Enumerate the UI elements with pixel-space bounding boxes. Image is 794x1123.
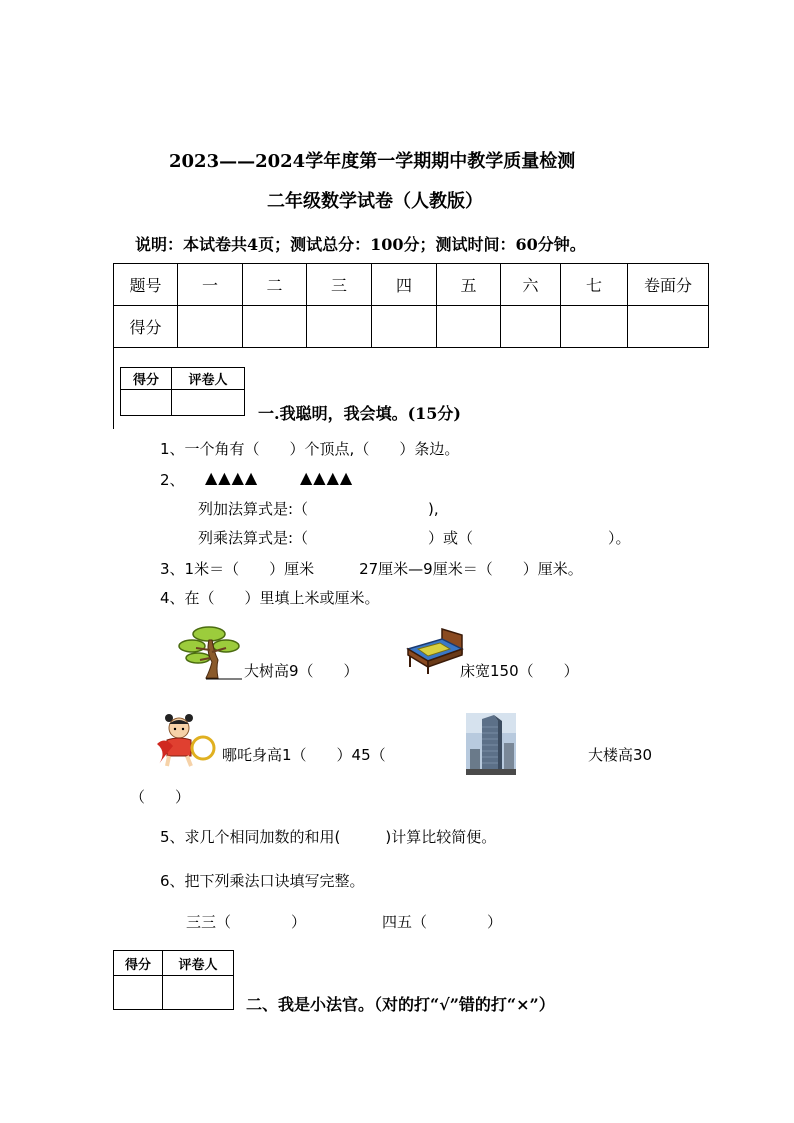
question-4: 4、在（ ）里填上米或厘米。	[160, 589, 380, 607]
skyscraper-photo	[466, 713, 516, 775]
score-cell[interactable]	[178, 306, 243, 348]
exam-instructions: 说明：本试卷共4页；测试总分：100分；测试时间：60分钟。	[135, 235, 586, 254]
grader-box-1	[120, 367, 245, 416]
score-table	[113, 263, 709, 348]
bonsai-tree-icon	[176, 622, 242, 680]
question-3: 3、1米＝（ ）厘米 27厘米—9厘米＝（ ）厘米。	[160, 560, 583, 578]
score-table-header: 卷面分	[628, 264, 709, 306]
margin-line	[113, 347, 114, 429]
bed-icon	[404, 627, 464, 675]
nezha-child-icon	[155, 712, 217, 768]
question-4-building: 大楼高30	[588, 746, 653, 764]
triangles-group-b: ▲▲▲▲	[300, 468, 354, 487]
section1-heading: 一.我聪明，我会填。(15分)	[258, 404, 461, 423]
section2-heading: 二、我是小法官。（对的打“√”错的打“×”）	[246, 995, 555, 1014]
question-5: 5、求几个相同加数的和用( )计算比较简便。	[160, 828, 497, 846]
question-6-a: 三三（ ）	[186, 913, 307, 931]
question-6: 6、把下列乘法口诀填写完整。	[160, 872, 365, 890]
score-table-header: 六	[501, 264, 561, 306]
grader-box-2	[113, 950, 234, 1010]
grader-name-cell[interactable]	[172, 390, 245, 416]
score-table-header: 七	[561, 264, 628, 306]
score-cell[interactable]	[501, 306, 561, 348]
score-cell[interactable]	[243, 306, 307, 348]
grader-score-label: 得分	[121, 368, 172, 390]
question-4-bed: 床宽150（ ）	[460, 662, 579, 680]
exam-title: 2023——2024学年度第一学期期中教学质量检测	[169, 151, 576, 172]
grader-score-label: 得分	[114, 951, 163, 976]
question-1: 1、一个角有（ ）个顶点,（ ）条边。	[160, 440, 460, 458]
question-2-multiplication: 列乘法算式是:（ ）或（ ）。	[198, 529, 631, 547]
question-4-building-blank: （ ）	[130, 788, 191, 806]
score-cell[interactable]	[307, 306, 372, 348]
score-table-header: 四	[372, 264, 437, 306]
grader-score-cell[interactable]	[121, 390, 172, 416]
score-row-label: 得分	[114, 306, 178, 348]
score-cell[interactable]	[561, 306, 628, 348]
grader-name-cell[interactable]	[163, 976, 234, 1010]
question-4-tree: 大树高9（ ）	[244, 662, 359, 680]
triangles-group-a: ▲▲▲▲	[205, 468, 259, 487]
question-2-addition: 列加法算式是:（ ),	[198, 500, 439, 518]
grader-name-label: 评卷人	[163, 951, 234, 976]
score-cell[interactable]	[437, 306, 501, 348]
score-table-header: 一	[178, 264, 243, 306]
question-2-number: 2、	[160, 471, 185, 489]
question-6-b: 四五（ ）	[382, 913, 503, 931]
score-table-header: 题号	[114, 264, 178, 306]
score-cell[interactable]	[628, 306, 709, 348]
exam-subtitle: 二年级数学试卷（人教版）	[267, 191, 483, 212]
grader-name-label: 评卷人	[172, 368, 245, 390]
score-table-header: 三	[307, 264, 372, 306]
score-cell[interactable]	[372, 306, 437, 348]
grader-score-cell[interactable]	[114, 976, 163, 1010]
score-table-header: 五	[437, 264, 501, 306]
question-4-nezha: 哪吒身高1（ ）45（	[222, 746, 386, 764]
score-table-header: 二	[243, 264, 307, 306]
